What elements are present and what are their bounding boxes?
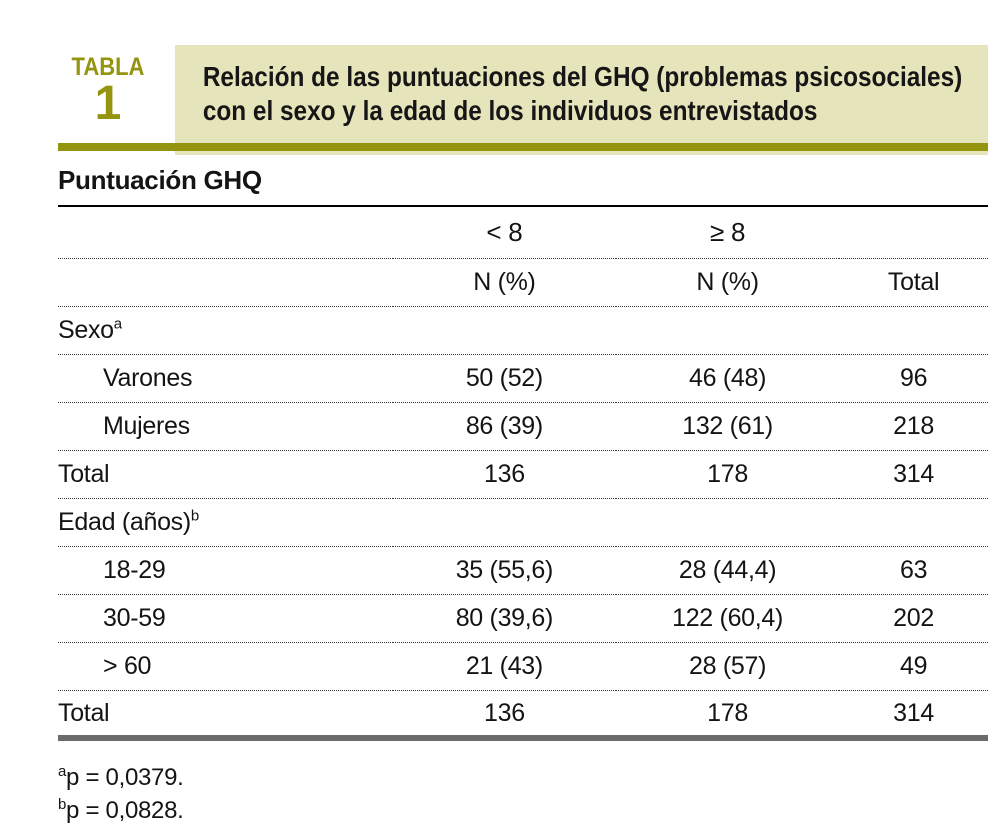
subheader-n1: N (%) xyxy=(393,259,616,307)
value-cell: 80 (39,6) xyxy=(393,595,616,643)
subheader-total: Total xyxy=(839,259,988,307)
row-label: Varones xyxy=(103,364,193,392)
value-cell: 178 xyxy=(707,698,748,727)
row-label-cell xyxy=(58,355,393,403)
table-title xyxy=(175,45,963,128)
table-row-30-59 xyxy=(58,595,988,643)
row-label: > 60 xyxy=(103,652,152,680)
table-row-total-edad xyxy=(58,691,988,736)
value-cell: 49 xyxy=(839,643,988,691)
value-cell: 178 xyxy=(616,451,839,499)
value-cell: 28 (44,4) xyxy=(616,547,839,595)
footnote-a-superscript: a xyxy=(58,763,67,780)
value-cell: 63 xyxy=(839,547,988,595)
footnote-a xyxy=(58,761,988,794)
footnote-b xyxy=(58,794,988,827)
value-cell: 46 (48) xyxy=(616,355,839,403)
footnotes xyxy=(58,761,988,827)
header-rule xyxy=(58,143,988,151)
table-title-box xyxy=(175,45,988,155)
value-cell xyxy=(839,307,988,355)
value-cell xyxy=(616,499,839,547)
table-bottom-rule xyxy=(58,735,988,741)
column-header-lt8: < 8 xyxy=(393,207,616,259)
column-header-row xyxy=(58,207,988,259)
value-cell: 202 xyxy=(839,595,988,643)
row-label: Total xyxy=(58,460,110,488)
empty-cell xyxy=(58,259,393,307)
footnote-b-text: p = 0,0828. xyxy=(66,797,184,824)
value-cell: 96 xyxy=(839,355,988,403)
row-label: 30-59 xyxy=(103,604,166,632)
footnote-a-text: p = 0,0379. xyxy=(66,764,184,791)
row-label-superscript: b xyxy=(190,507,199,525)
row-label-cell xyxy=(58,547,393,595)
value-cell: 136 xyxy=(393,451,616,499)
subheader-n2: N (%) xyxy=(616,259,839,307)
value-cell: 21 (43) xyxy=(393,643,616,691)
row-label-superscript: a xyxy=(113,315,122,333)
value-cell xyxy=(616,307,839,355)
table-content xyxy=(58,162,988,827)
value-cell xyxy=(393,499,616,547)
row-label: Mujeres xyxy=(103,412,190,440)
value-cell: 86 (39) xyxy=(393,403,616,451)
value-cell: 122 (60,4) xyxy=(616,595,839,643)
empty-cell xyxy=(58,207,393,259)
value-cell: 218 xyxy=(839,403,988,451)
table-row-gt60 xyxy=(58,643,988,691)
value-cell: 35 (55,6) xyxy=(393,547,616,595)
table-row-total-sexo xyxy=(58,451,988,499)
table-row-varones xyxy=(58,355,988,403)
table-row-edad xyxy=(58,499,988,547)
row-label-cell xyxy=(58,691,393,736)
row-label: Edad (años) xyxy=(58,508,191,536)
footnote-b-superscript: b xyxy=(58,796,67,813)
table-title-line2: con el sexo y la edad de los individuos entrevistados xyxy=(202,95,818,126)
value-cell: 314 xyxy=(893,698,934,727)
table-badge xyxy=(66,53,150,130)
value-cell xyxy=(393,307,616,355)
data-table xyxy=(58,207,988,735)
section-title: Puntuación GHQ xyxy=(58,162,988,207)
column-subheader-row xyxy=(58,259,988,307)
value-cell xyxy=(839,499,988,547)
column-header-ge8: ≥ 8 xyxy=(616,207,839,259)
value-cell: 50 (52) xyxy=(393,355,616,403)
value-cell: 28 (57) xyxy=(616,643,839,691)
row-label-cell xyxy=(58,595,393,643)
empty-cell xyxy=(839,207,988,259)
row-label-cell xyxy=(58,451,393,499)
table-row-18-29 xyxy=(58,547,988,595)
value-cell: 136 xyxy=(483,698,525,727)
table-badge-number: 1 xyxy=(94,77,122,130)
row-label: Total xyxy=(58,698,110,727)
table-row-mujeres xyxy=(58,403,988,451)
row-label: 18-29 xyxy=(103,556,166,584)
row-label-cell xyxy=(58,307,393,355)
row-label-cell xyxy=(58,643,393,691)
table-title-line1: Relación de las puntuaciones del GHQ (problemas psicosociales) xyxy=(202,61,963,92)
value-cell: 314 xyxy=(839,451,988,499)
row-label-cell xyxy=(58,403,393,451)
row-label: Sexo xyxy=(58,316,114,344)
table-badge-word: TABLA xyxy=(71,53,145,81)
table-row-sexo xyxy=(58,307,988,355)
value-cell: 132 (61) xyxy=(616,403,839,451)
row-label-cell xyxy=(58,499,393,547)
